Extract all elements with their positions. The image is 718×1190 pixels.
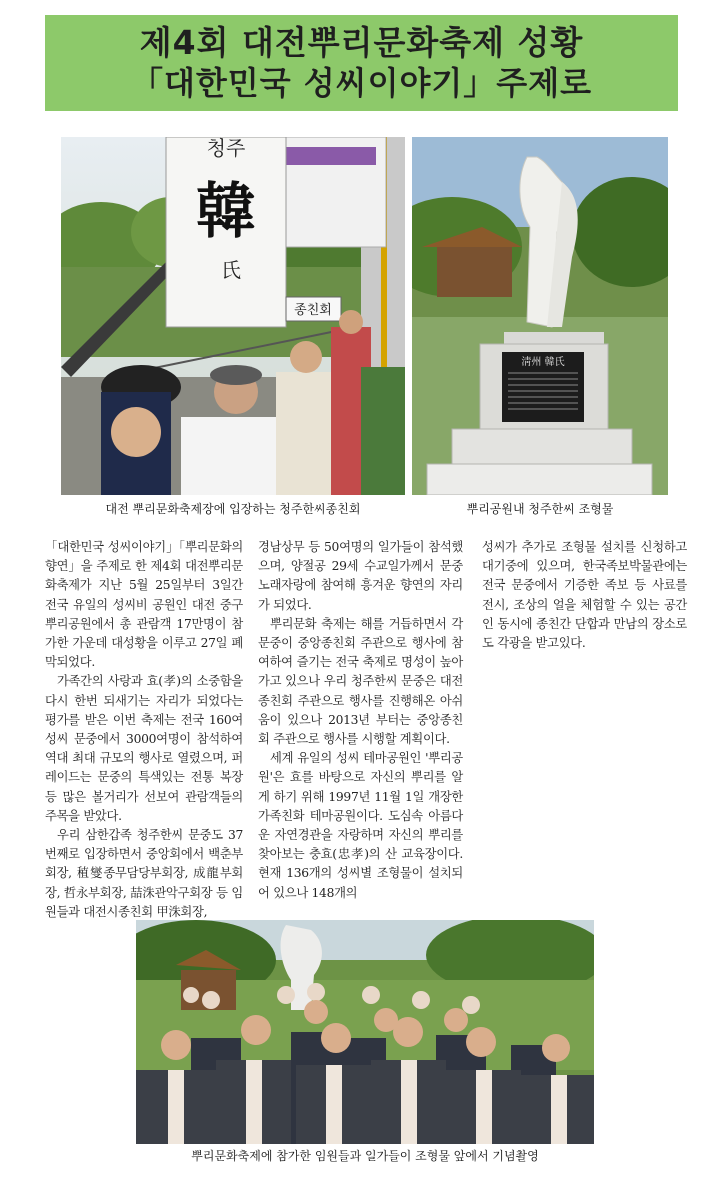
sculpture-photo-art (412, 137, 668, 495)
sculpture-photo-caption: 뿌리공원내 청주한씨 조형물 (466, 502, 614, 516)
group-photo (136, 920, 594, 1144)
placard-text: 종친회 (294, 303, 332, 318)
paragraph: 뿌리문화 축제는 해를 거듭하면서 각 문중이 중앙종친회 주관으로 행사에 참여하여 즐기는 전국 축제로 명성이 높아가고 있으나 우리 청주한씨 문중은 대전종친회 주관으로 행사를 진행해온 아쉬움이 있으나 2013년 부터는 중앙종친회 주관으로 행사를 시행할 계획이다. (258, 616, 463, 747)
article-column-3 (482, 538, 687, 653)
group-photo-art (136, 920, 594, 1144)
parade-photo-caption: 대전 뿌리문화축제장에 입장하는 청주한씨종친회 (105, 502, 361, 516)
banner-char: 韓 (196, 177, 256, 247)
banner-small-char: 氏 (221, 258, 241, 282)
group-photo-caption: 뿌리문화축제에 참가한 임원들과 일가들이 조형물 앞에서 기념촬영 (191, 1149, 539, 1163)
paragraph: 경남상무 등 50여명의 일가들이 참석했으며, 양절공 29세 수교일가께서 문중 노래자랑에 참여해 흥겨운 향연의 자리가 되었다. (258, 540, 463, 612)
article-column-1 (45, 538, 243, 922)
headline-banner (45, 15, 678, 111)
banner-top-text: 청주 (206, 137, 246, 160)
parade-photo (61, 137, 405, 495)
paragraph: 가족간의 사랑과 효(孝)의 소중함을 다시 한번 되새기는 자리가 되었다는 평가를 받은 이번 축제는 전국 160여 성씨 문중에서 3000여명이 참석하여 역대 최대 규모의 행사로 열렸으며, 퍼레이드는 문중의 특색있는 전통 복장 등 많은 볼거리가 선보여 관람객들의 주목을 받았다. (45, 674, 243, 823)
article-column-2 (258, 538, 463, 903)
paragraph: 성씨가 추가로 조형물 설치를 신청하고 대기중에 있으며, 한국족보박물관에는 전국 문중에서 기증한 족보 등 사료를 전시, 조상의 얼을 체험할 수 있는 공간인 동시에 종친간 단합과 만남의 장소로도 각광을 받고있다. (482, 540, 687, 651)
headline-line-1: 제4회 대전뿌리문화축제 성황 (139, 23, 584, 62)
paragraph: 우리 삼한갑족 청주한씨 문중도 37번째로 입장하면서 중앙회에서 백춘부회장, 稙燮종무담당부회장, 成龍부회장, 哲永부회장, 喆洙관악구회장 등 임원들과 대전시종친회 甲洙회장, (45, 828, 243, 919)
paragraph: 세계 유일의 성씨 테마공원인 '뿌리공원'은 효를 바탕으로 자신의 뿌리를 알게 하기 위해 1997년 11월 1일 개장한 가족친화 테마공원이다. 도심속 아름다운 자연경관을 자랑하며 자신의 뿌리를 찾아보는 충효(忠孝)의 산 교육장이다. 현재 136개의 성씨별 조형물이 설치되어 있으나 148개의 (258, 751, 463, 900)
headline-line-2: 「대한민국 성씨이야기」주제로 (130, 64, 593, 102)
plaque-title: 淸州 韓氏 (521, 357, 565, 368)
paragraph: 「대한민국 성씨이야기」「뿌리문화의 향연」을 주제로 한 제4회 대전뿌리문화축제가 지난 5월 25일부터 3일간 전국 유일의 성씨비 공원인 대전 중구 뿌리공원에서 총 관람객 17만명이 참가한 가운데 대성황을 이루고 27일 폐막되었다. (45, 540, 243, 670)
sculpture-photo (412, 137, 668, 495)
parade-photo-art (61, 137, 405, 495)
